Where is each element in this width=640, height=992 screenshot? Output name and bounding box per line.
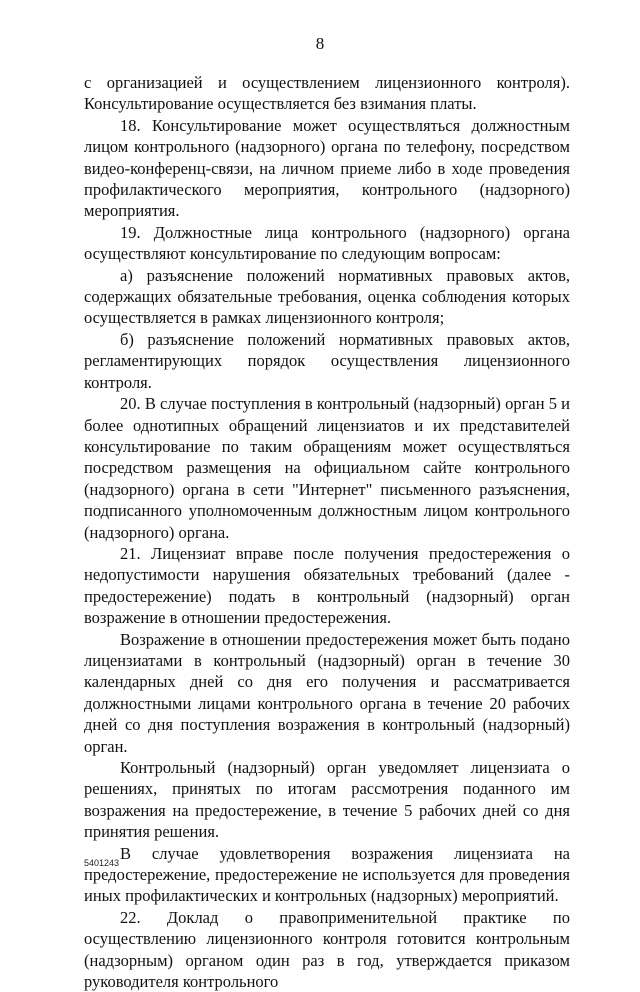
- paragraph-item-20: 20. В случае поступления в контрольный (надзорный) орган 5 и более однотипных обращений лицензиатов и их представителей консультирование по таким обращениям может осуществляться посредством размещения на официальном сайте контрольного (надзорного) органа в сети "Интернет" письменного разъяснения, подписанного уполномоченным должностным лицом контрольного (надзорного) органа.: [84, 394, 570, 542]
- paragraph-satisfaction: В случае удовлетворения возражения лицензиата на предостережение, предостережение не используется для проведения иных профилактических и контрольных (надзорных) мероприятий.: [84, 843, 570, 906]
- paragraph-item-19-b: б) разъяснение положений нормативных правовых актов, регламентирующих порядок осуществления лицензионного контроля.: [84, 329, 570, 392]
- paragraph-item-22: 22. Доклад о правоприменительной практике по осуществлению лицензионного контроля готовится контрольным (надзорным) органом один раз в год, утверждается приказом руководителя контрольного: [84, 907, 570, 992]
- paragraph-notification: Контрольный (надзорный) орган уведомляет лицензиата о решениях, принятых по итогам рассмотрения поданного им возражения на предостережение, в течение 5 рабочих дней со дня принятия решения.: [84, 758, 570, 842]
- page-number: 8: [315, 34, 325, 53]
- paragraph-item-19-a: а) разъяснение положений нормативных правовых актов, содержащих обязательные требования, оценка соблюдения которых осуществляется в рамках лицензионного контроля;: [84, 265, 570, 328]
- paragraph-item-18: 18. Консультирование может осуществляться должностным лицом контрольного (надзорного) органа по телефону, посредством видео-конференц-связи, на личном приеме либо в ходе проведения профилактического мероприятия, контрольного (надзорного) мероприятия.: [84, 115, 570, 221]
- document-code: 5401243: [84, 858, 120, 868]
- paragraph-continuation: с организацией и осуществлением лицензионного контроля). Консультирование осуществляется без взимания платы.: [84, 73, 570, 114]
- paragraph-item-19: 19. Должностные лица контрольного (надзорного) органа осуществляют консультирование по следующим вопросам:: [84, 222, 570, 264]
- document-body: [84, 72, 570, 992]
- paragraph-item-21: 21. Лицензиат вправе после получения предостережения о недопустимости нарушения обязательных требований (далее - предостережение) подать в контрольный (надзорный) орган возражение в отношении предостережения.: [84, 543, 570, 628]
- paragraph-objection-term: Возражение в отношении предостережения может быть подано лицензиатами в контрольный (надзорный) орган в течение 30 календарных дней со дня его получения и рассматривается должностными лицами контрольного органа в течение 20 рабочих дней со дня поступления возражения в контрольный (надзорный) орган.: [84, 629, 570, 756]
